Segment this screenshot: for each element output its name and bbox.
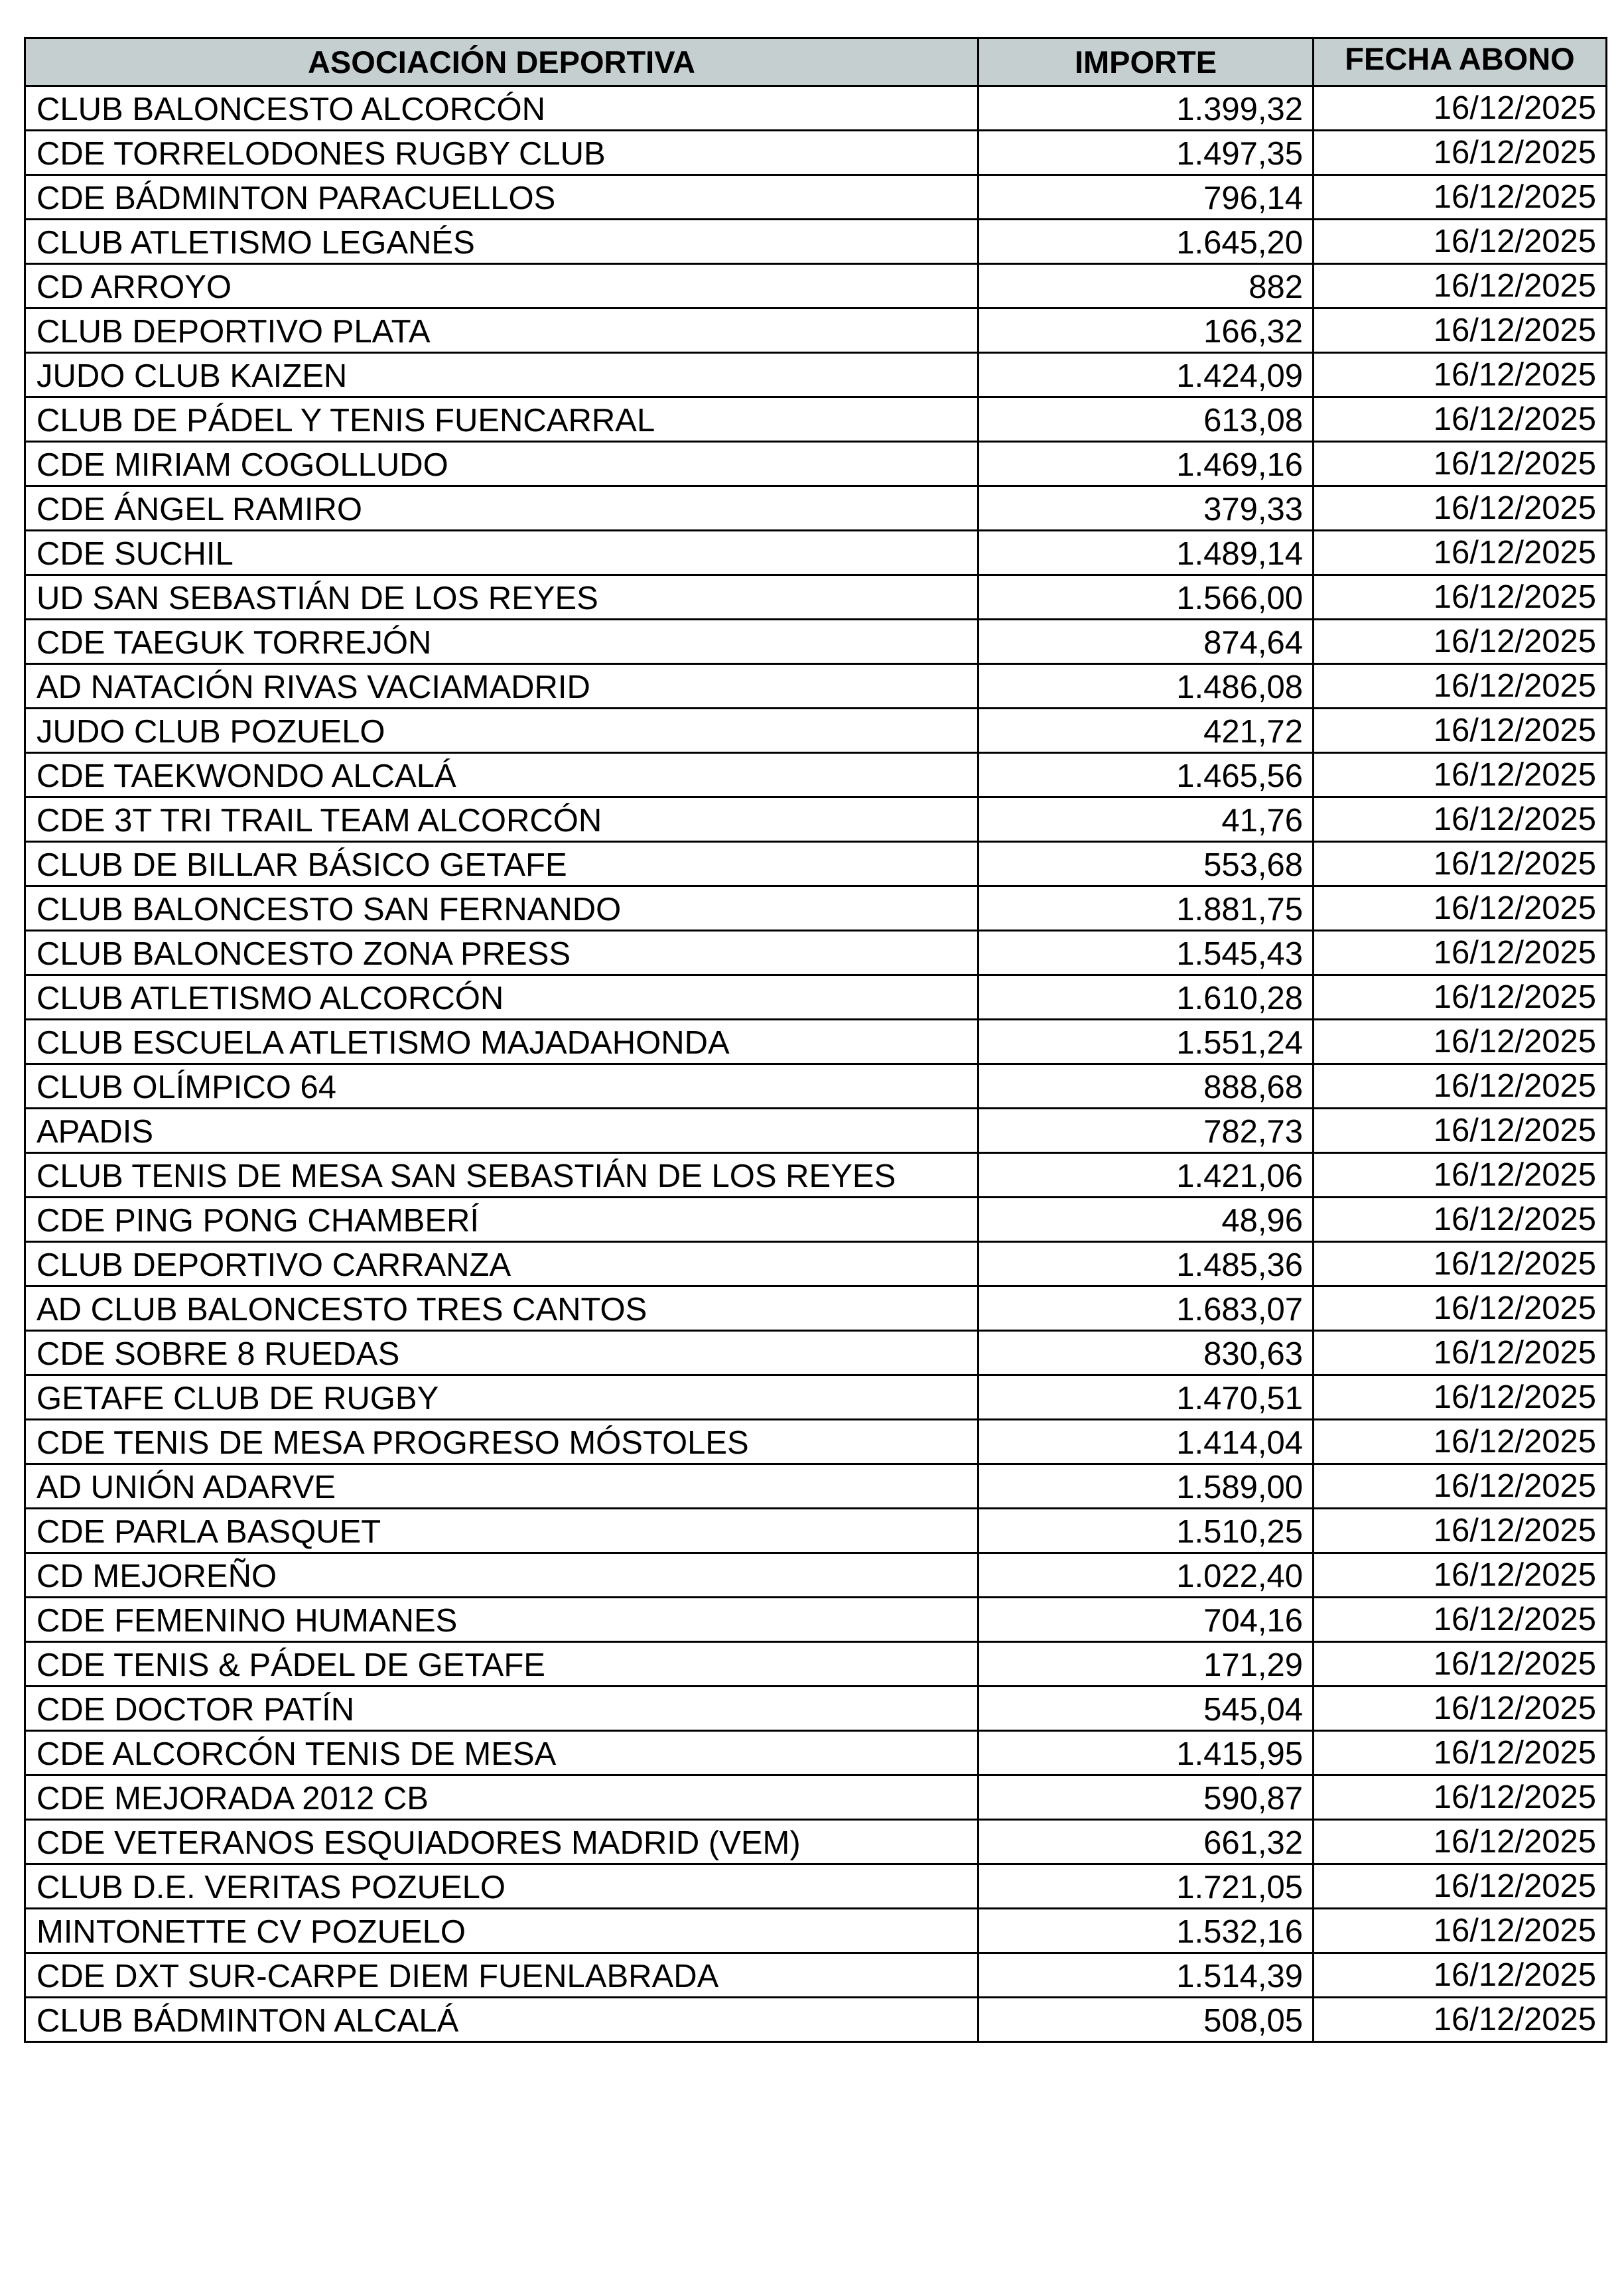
amount-cell: 1.486,08	[979, 664, 1314, 709]
table-row	[25, 1464, 1607, 1509]
table-row	[25, 1864, 1607, 1909]
association-name-cell: CLUB DEPORTIVO CARRANZA	[25, 1242, 979, 1286]
association-name-cell: CDE TENIS DE MESA PROGRESO MÓSTOLES	[25, 1420, 979, 1464]
association-name-cell: CDE PING PONG CHAMBERÍ	[25, 1198, 979, 1242]
amount-cell: 1.497,35	[979, 131, 1314, 175]
table-row	[25, 1998, 1607, 2042]
amount-cell: 1.532,16	[979, 1909, 1314, 1953]
association-name-cell: CDE PARLA BASQUET	[25, 1509, 979, 1553]
header-association: ASOCIACIÓN DEPORTIVA	[25, 38, 979, 86]
association-name-cell: CDE ÁNGEL RAMIRO	[25, 486, 979, 531]
payment-date-cell: 16/12/2025	[1314, 1864, 1607, 1909]
amount-cell: 553,68	[979, 842, 1314, 886]
amount-cell: 661,32	[979, 1820, 1314, 1864]
payment-date-cell: 16/12/2025	[1314, 1687, 1607, 1731]
association-name-cell: CLUB ATLETISMO LEGANÉS	[25, 220, 979, 264]
amount-cell: 830,63	[979, 1331, 1314, 1375]
association-name-cell: CLUB ATLETISMO ALCORCÓN	[25, 975, 979, 1020]
table-row	[25, 797, 1607, 842]
amount-cell: 882	[979, 264, 1314, 309]
amount-cell: 1.566,00	[979, 575, 1314, 620]
association-name-cell: CDE BÁDMINTON PARACUELLOS	[25, 175, 979, 220]
amount-cell: 1.421,06	[979, 1153, 1314, 1198]
association-name-cell: AD CLUB BALONCESTO TRES CANTOS	[25, 1286, 979, 1331]
payment-date-cell: 16/12/2025	[1314, 1998, 1607, 2042]
payment-date-cell: 16/12/2025	[1314, 842, 1607, 886]
table-row	[25, 664, 1607, 709]
payment-date-cell: 16/12/2025	[1314, 1242, 1607, 1286]
table-row	[25, 931, 1607, 975]
amount-cell: 1.645,20	[979, 220, 1314, 264]
table-row	[25, 397, 1607, 442]
payment-date-cell: 16/12/2025	[1314, 1464, 1607, 1509]
table-row	[25, 975, 1607, 1020]
table-row	[25, 842, 1607, 886]
association-name-cell: GETAFE CLUB DE RUGBY	[25, 1375, 979, 1420]
association-name-cell: CDE DXT SUR-CARPE DIEM FUENLABRADA	[25, 1953, 979, 1998]
amount-cell: 1.469,16	[979, 442, 1314, 486]
header-row	[25, 38, 1607, 86]
table-row	[25, 309, 1607, 353]
table-row	[25, 220, 1607, 264]
payment-date-cell: 16/12/2025	[1314, 1731, 1607, 1775]
payment-date-cell: 16/12/2025	[1314, 1286, 1607, 1331]
payment-date-cell: 16/12/2025	[1314, 1153, 1607, 1198]
association-name-cell: CDE DOCTOR PATÍN	[25, 1687, 979, 1731]
association-name-cell: MINTONETTE CV POZUELO	[25, 1909, 979, 1953]
document-page	[24, 37, 1607, 2043]
payment-date-cell: 16/12/2025	[1314, 1642, 1607, 1687]
association-name-cell: CLUB D.E. VERITAS POZUELO	[25, 1864, 979, 1909]
association-name-cell: CD ARROYO	[25, 264, 979, 309]
amount-cell: 1.465,56	[979, 753, 1314, 797]
association-name-cell: CDE TAEGUK TORREJÓN	[25, 620, 979, 664]
table-row	[25, 1375, 1607, 1420]
payment-date-cell: 16/12/2025	[1314, 131, 1607, 175]
payment-date-cell: 16/12/2025	[1314, 486, 1607, 531]
association-name-cell: CDE TAEKWONDO ALCALÁ	[25, 753, 979, 797]
payment-date-cell: 16/12/2025	[1314, 309, 1607, 353]
table-row	[25, 486, 1607, 531]
amount-cell: 171,29	[979, 1642, 1314, 1687]
amount-cell: 1.610,28	[979, 975, 1314, 1020]
table-row	[25, 620, 1607, 664]
amount-cell: 1.551,24	[979, 1020, 1314, 1064]
payment-date-cell: 16/12/2025	[1314, 1509, 1607, 1553]
payment-date-cell: 16/12/2025	[1314, 797, 1607, 842]
table-row	[25, 1420, 1607, 1464]
table-row	[25, 1820, 1607, 1864]
association-name-cell: CLUB BALONCESTO ALCORCÓN	[25, 86, 979, 131]
payment-date-cell: 16/12/2025	[1314, 1064, 1607, 1109]
amount-cell: 1.424,09	[979, 353, 1314, 397]
table-row	[25, 1242, 1607, 1286]
amount-cell: 874,64	[979, 620, 1314, 664]
payment-date-cell: 16/12/2025	[1314, 1375, 1607, 1420]
payment-date-cell: 16/12/2025	[1314, 175, 1607, 220]
payment-date-cell: 16/12/2025	[1314, 264, 1607, 309]
table-body	[25, 86, 1607, 2042]
amount-cell: 1.514,39	[979, 1953, 1314, 1998]
association-name-cell: CDE 3T TRI TRAIL TEAM ALCORCÓN	[25, 797, 979, 842]
amount-cell: 166,32	[979, 309, 1314, 353]
amount-cell: 1.485,36	[979, 1242, 1314, 1286]
amount-cell: 545,04	[979, 1687, 1314, 1731]
table-row	[25, 1953, 1607, 1998]
association-name-cell: CDE ALCORCÓN TENIS DE MESA	[25, 1731, 979, 1775]
table-row	[25, 709, 1607, 753]
amount-cell: 1.881,75	[979, 886, 1314, 931]
payment-date-cell: 16/12/2025	[1314, 531, 1607, 575]
amount-cell: 1.470,51	[979, 1375, 1314, 1420]
table-row	[25, 1731, 1607, 1775]
table-row	[25, 131, 1607, 175]
amount-cell: 1.022,40	[979, 1553, 1314, 1598]
amount-cell: 1.399,32	[979, 86, 1314, 131]
payment-date-cell: 16/12/2025	[1314, 1331, 1607, 1375]
association-name-cell: AD NATACIÓN RIVAS VACIAMADRID	[25, 664, 979, 709]
payment-date-cell: 16/12/2025	[1314, 709, 1607, 753]
payment-date-cell: 16/12/2025	[1314, 886, 1607, 931]
association-name-cell: CD MEJOREÑO	[25, 1553, 979, 1598]
amount-cell: 1.415,95	[979, 1731, 1314, 1775]
association-name-cell: CLUB DEPORTIVO PLATA	[25, 309, 979, 353]
amount-cell: 1.489,14	[979, 531, 1314, 575]
payment-date-cell: 16/12/2025	[1314, 220, 1607, 264]
payment-date-cell: 16/12/2025	[1314, 1420, 1607, 1464]
table-row	[25, 1020, 1607, 1064]
amount-cell: 796,14	[979, 175, 1314, 220]
association-name-cell: CLUB OLÍMPICO 64	[25, 1064, 979, 1109]
association-name-cell: CLUB BÁDMINTON ALCALÁ	[25, 1998, 979, 2042]
amount-cell: 508,05	[979, 1998, 1314, 2042]
table-row	[25, 575, 1607, 620]
table-row	[25, 1775, 1607, 1820]
payment-date-cell: 16/12/2025	[1314, 975, 1607, 1020]
association-name-cell: CLUB DE PÁDEL Y TENIS FUENCARRAL	[25, 397, 979, 442]
amount-cell: 379,33	[979, 486, 1314, 531]
association-name-cell: CDE VETERANOS ESQUIADORES MADRID (VEM)	[25, 1820, 979, 1864]
payment-date-cell: 16/12/2025	[1314, 86, 1607, 131]
association-name-cell: CDE TENIS & PÁDEL DE GETAFE	[25, 1642, 979, 1687]
header-amount: IMPORTE	[979, 38, 1314, 86]
payment-date-cell: 16/12/2025	[1314, 397, 1607, 442]
table-row	[25, 753, 1607, 797]
payment-date-cell: 16/12/2025	[1314, 442, 1607, 486]
amount-cell: 41,76	[979, 797, 1314, 842]
amount-cell: 1.545,43	[979, 931, 1314, 975]
association-name-cell: CDE TORRELODONES RUGBY CLUB	[25, 131, 979, 175]
table-row	[25, 442, 1607, 486]
amount-cell: 1.510,25	[979, 1509, 1314, 1553]
payment-date-cell: 16/12/2025	[1314, 1775, 1607, 1820]
table-row	[25, 1642, 1607, 1687]
table-row	[25, 175, 1607, 220]
amount-cell: 782,73	[979, 1109, 1314, 1153]
table-row	[25, 1198, 1607, 1242]
association-name-cell: CLUB BALONCESTO ZONA PRESS	[25, 931, 979, 975]
amount-cell: 1.683,07	[979, 1286, 1314, 1331]
association-name-cell: CLUB TENIS DE MESA SAN SEBASTIÁN DE LOS REYES	[25, 1153, 979, 1198]
table-row	[25, 1153, 1607, 1198]
payments-table	[24, 37, 1607, 2043]
payment-date-cell: 16/12/2025	[1314, 1909, 1607, 1953]
table-row	[25, 1687, 1607, 1731]
payment-date-cell: 16/12/2025	[1314, 575, 1607, 620]
table-row	[25, 86, 1607, 131]
payment-date-cell: 16/12/2025	[1314, 1109, 1607, 1153]
payment-date-cell: 16/12/2025	[1314, 1598, 1607, 1642]
association-name-cell: JUDO CLUB POZUELO	[25, 709, 979, 753]
association-name-cell: CDE SOBRE 8 RUEDAS	[25, 1331, 979, 1375]
amount-cell: 704,16	[979, 1598, 1314, 1642]
amount-cell: 888,68	[979, 1064, 1314, 1109]
table-row	[25, 1109, 1607, 1153]
table-row	[25, 1909, 1607, 1953]
table-row	[25, 1286, 1607, 1331]
amount-cell: 613,08	[979, 397, 1314, 442]
association-name-cell: UD SAN SEBASTIÁN DE LOS REYES	[25, 575, 979, 620]
table-row	[25, 1331, 1607, 1375]
association-name-cell: JUDO CLUB KAIZEN	[25, 353, 979, 397]
payment-date-cell: 16/12/2025	[1314, 1553, 1607, 1598]
payment-date-cell: 16/12/2025	[1314, 1953, 1607, 1998]
association-name-cell: CDE MEJORADA 2012 CB	[25, 1775, 979, 1820]
table-row	[25, 1598, 1607, 1642]
table-row	[25, 1509, 1607, 1553]
association-name-cell: CDE SUCHIL	[25, 531, 979, 575]
payment-date-cell: 16/12/2025	[1314, 1820, 1607, 1864]
table-row	[25, 264, 1607, 309]
amount-cell: 1.414,04	[979, 1420, 1314, 1464]
amount-cell: 1.721,05	[979, 1864, 1314, 1909]
amount-cell: 590,87	[979, 1775, 1314, 1820]
table-row	[25, 353, 1607, 397]
payment-date-cell: 16/12/2025	[1314, 1198, 1607, 1242]
association-name-cell: AD UNIÓN ADARVE	[25, 1464, 979, 1509]
amount-cell: 421,72	[979, 709, 1314, 753]
association-name-cell: APADIS	[25, 1109, 979, 1153]
association-name-cell: CLUB DE BILLAR BÁSICO GETAFE	[25, 842, 979, 886]
payment-date-cell: 16/12/2025	[1314, 353, 1607, 397]
association-name-cell: CLUB ESCUELA ATLETISMO MAJADAHONDA	[25, 1020, 979, 1064]
table-row	[25, 886, 1607, 931]
payment-date-cell: 16/12/2025	[1314, 931, 1607, 975]
table-row	[25, 531, 1607, 575]
association-name-cell: CDE MIRIAM COGOLLUDO	[25, 442, 979, 486]
header-payment-date: FECHA ABONO	[1314, 38, 1607, 86]
payment-date-cell: 16/12/2025	[1314, 620, 1607, 664]
association-name-cell: CDE FEMENINO HUMANES	[25, 1598, 979, 1642]
amount-cell: 48,96	[979, 1198, 1314, 1242]
payment-date-cell: 16/12/2025	[1314, 753, 1607, 797]
table-row	[25, 1553, 1607, 1598]
payment-date-cell: 16/12/2025	[1314, 664, 1607, 709]
payment-date-cell: 16/12/2025	[1314, 1020, 1607, 1064]
association-name-cell: CLUB BALONCESTO SAN FERNANDO	[25, 886, 979, 931]
table-row	[25, 1064, 1607, 1109]
amount-cell: 1.589,00	[979, 1464, 1314, 1509]
